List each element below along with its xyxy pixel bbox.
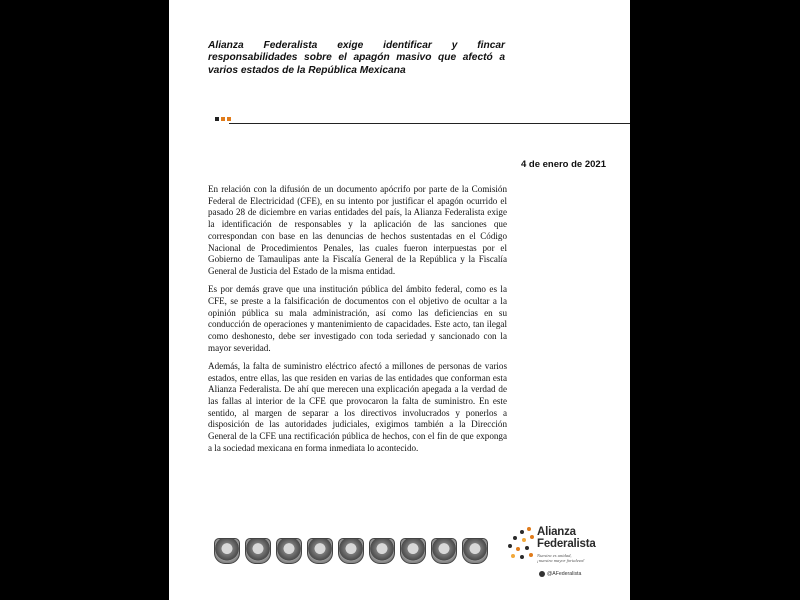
social-handle: @AFederalista [547, 571, 582, 577]
document-title: Alianza Federalista exige identificar y fincar responsabilidades sobre el apagón masivo que afectó a varios estados de la República Mexicana [208, 40, 505, 76]
logo-tagline-line2: ¡nuestra mayor fortaleza! [537, 558, 585, 564]
header-mark [227, 117, 231, 121]
state-crest-icon [307, 538, 333, 564]
logo-dot [520, 555, 524, 559]
body-paragraph: En relación con la difusión de un documento apócrifo por parte de la Comisión Federal de Electricidad (CFE), en su intento por justificar el apagón ocurrido el pasado 28 de diciembre en varias entidades del país, la Alianza Federalista exige la identificación de responsables y la aplicación de las sanciones que correspondan con base en las denuncias de hechos sustentadas en el Código Nacional de Procedimientos Penales, las cuales fueron interpuestas por el Gobierno de Tamaulipas ante la Fiscalía General de la República y la Fiscalía General de Justicia del Estado de la misma entidad. [208, 184, 507, 276]
logo-dot [520, 530, 524, 534]
document-date: 4 de enero de 2021 [520, 159, 606, 170]
logo-dot [525, 546, 529, 550]
logo-name-line2: Federalista [537, 537, 596, 550]
state-crest-icon [214, 538, 240, 564]
logo-tagline-line1: Nuestra es unidad, [537, 553, 572, 558]
state-crest-icon [338, 538, 364, 564]
logo-name [537, 527, 596, 550]
header-mark [215, 117, 219, 121]
document-body [208, 184, 507, 461]
logo-dot [511, 554, 515, 558]
body-paragraph: Además, la falta de suministro eléctrico afectó a millones de personas de varios estados, entre ellas, las que residen en varias de las entidades que conforman esta Alianza Federalista. De ahí que merecen una explicación apegada a la verdad de las fallas al interior de la CFE que provocaron la falta de suministro. En este sentido, al margen de separar a los directivos involucrados y ponerlos a disposición de las autoridades judiciales, exigimos también a la Dirección General de la CFE una rectificación pública de hechos, con el fin de que exponga a la sociedad mexicana en forma inmediata lo acontecido. [208, 360, 507, 453]
state-crest-icon [276, 538, 302, 564]
header-marks [215, 117, 231, 121]
state-crest-icon [400, 538, 426, 564]
state-crests [214, 538, 488, 564]
header-divider [229, 123, 630, 124]
logo-dot [522, 538, 526, 542]
logo-name-line1: Alianza [537, 526, 576, 538]
logo-dot [529, 553, 533, 557]
state-crest-icon [431, 538, 457, 564]
logo-dot [530, 535, 534, 539]
twitter-icon [539, 571, 545, 577]
document-page [169, 0, 630, 600]
logo-dot [527, 527, 531, 531]
logo-dot [516, 547, 520, 551]
state-crest-icon [369, 538, 395, 564]
logo-dots-icon [505, 526, 537, 562]
logo-dot [513, 536, 517, 540]
state-crest-icon [462, 538, 488, 564]
logo-dot [508, 544, 512, 548]
logo-tagline [537, 553, 584, 564]
alianza-federalista-logo [505, 524, 629, 584]
state-crest-icon [245, 538, 271, 564]
body-paragraph: Es por demás grave que una institución pública del ámbito federal, como es la CFE, se preste a la falsificación de documentos con el objetivo de ocultar a la opinión pública su mala administración, así como las deficiencias en su conducción de operaciones y mantenimiento de capacidades. Este acto, tan ilegal como deshonesto, debe ser investigado con toda seriedad y sancionado con la mayor severidad. [208, 284, 507, 353]
header-mark [221, 117, 225, 121]
